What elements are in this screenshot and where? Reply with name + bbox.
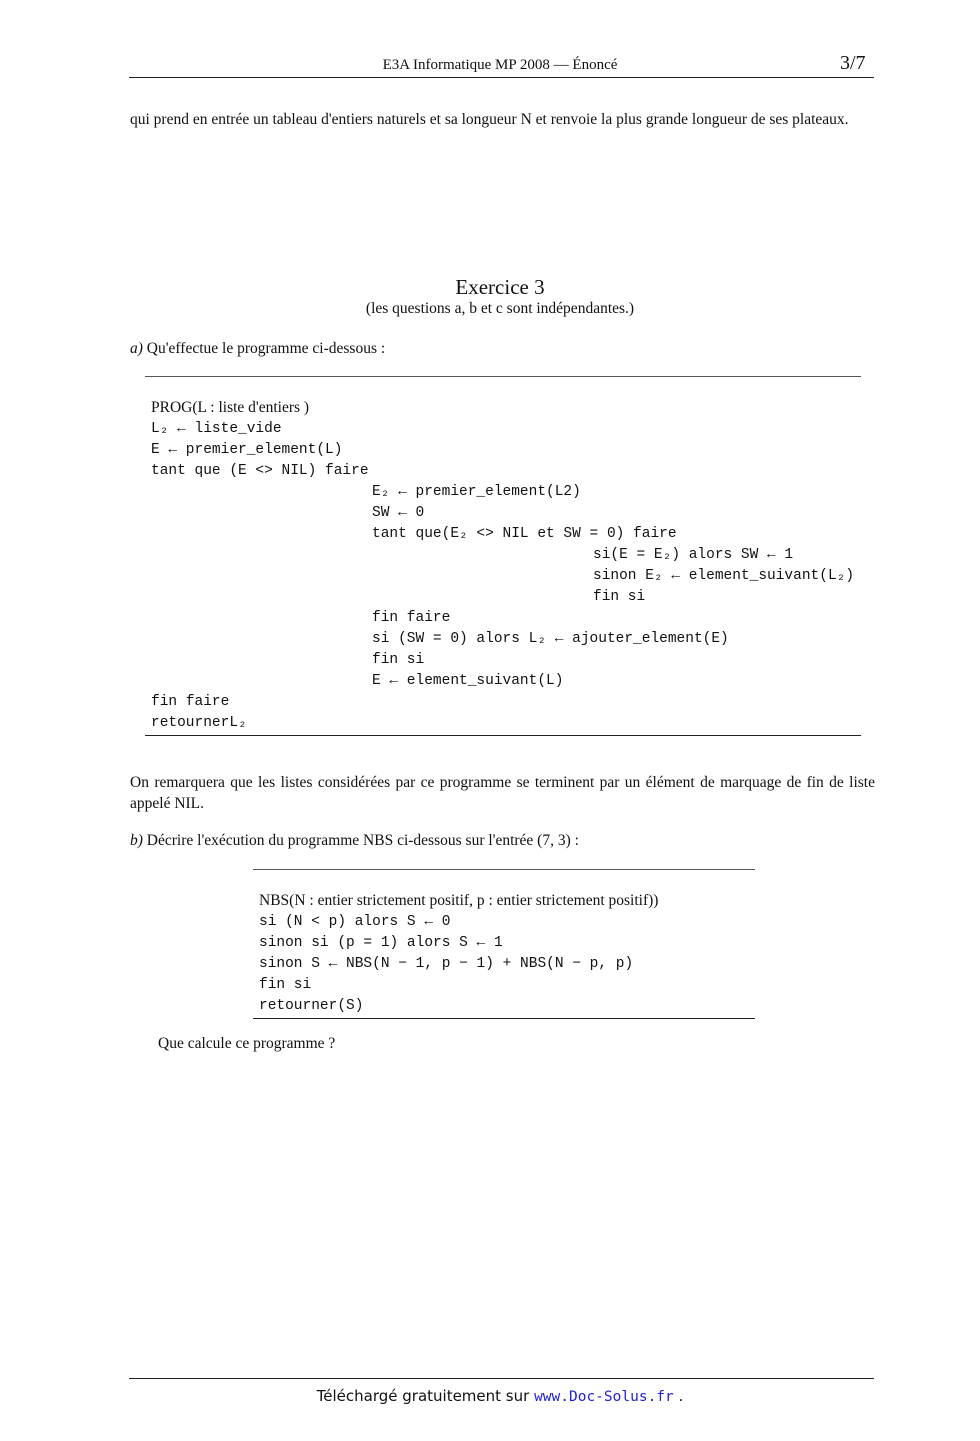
prog-line-8: si(E = E₂) alors SW ← 1	[593, 547, 794, 563]
intro-paragraph: qui prend en entrée un tableau d'entiers naturels et sa longueur N et renvoie la plus grande longueur de ses plateaux.	[130, 111, 849, 128]
prog-line-14: E ← element_suivant(L)	[372, 673, 564, 689]
nbs-line-4: sinon S ← NBS(N − 1, p − 1) + NBS(N − p, p)	[259, 956, 634, 972]
nbs-line-6: retourner(S)	[259, 998, 364, 1014]
question-a-text: Qu'effectue le programme ci-dessous :	[146, 340, 386, 357]
question-b	[130, 832, 579, 850]
prog-line-9: sinon E₂ ← element_suivant(L₂)	[593, 568, 855, 584]
exercise-subtitle: (les questions a, b et c sont indépendantes.)	[365, 300, 635, 317]
prog-line-1: PROG(L : liste d'entiers )	[151, 399, 310, 416]
prog-line-11: fin faire	[372, 610, 451, 626]
prog-bottom-rule	[145, 735, 861, 736]
prog-line-13: fin si	[372, 652, 425, 668]
prog-line-7: tant que(E₂ <> NIL et SW = 0) faire	[372, 526, 677, 542]
nbs-line-5: fin si	[259, 977, 312, 993]
footer-link[interactable]: www.Doc-Solus.fr	[534, 1389, 674, 1405]
prog-line-15: fin faire	[151, 694, 230, 710]
prog-line-4: tant que (E <> NIL) faire	[151, 463, 369, 479]
prog-line-16: retournerL₂	[151, 715, 247, 731]
header-rule	[129, 77, 874, 78]
nbs-top-rule	[253, 869, 755, 870]
page-number: 3/7	[840, 52, 866, 74]
footer-text: Téléchargé gratuitement sur	[316, 1387, 530, 1405]
nbs-line-2: si (N < p) alors S ← 0	[259, 914, 451, 930]
exercise-title: Exercice 3	[455, 275, 545, 299]
question-b-label: b)	[130, 832, 143, 849]
prog-line-12: si (SW = 0) alors L₂ ← ajouter_element(E)	[372, 631, 729, 647]
prog-line-3: E ← premier_element(L)	[151, 442, 343, 458]
nbs-bottom-rule	[253, 1018, 755, 1019]
running-header: E3A Informatique MP 2008 — Énoncé	[382, 57, 618, 73]
footer-end: .	[678, 1387, 684, 1405]
prog-top-rule	[145, 376, 861, 377]
question-b-followup: Que calcule ce programme ?	[158, 1035, 336, 1052]
prog-line-10: fin si	[593, 589, 646, 605]
footer-rule	[129, 1378, 874, 1379]
question-a	[130, 340, 385, 358]
question-a-label: a)	[130, 340, 143, 357]
prog-line-5: E₂ ← premier_element(L2)	[372, 484, 581, 500]
nbs-line-1: NBS(N : entier strictement positif, p : entier strictement positif))	[259, 892, 659, 909]
question-b-text: Décrire l'exécution du programme NBS ci-dessous sur l'entrée (7, 3) :	[146, 832, 579, 849]
remark-paragraph: On remarquera que les listes considérées par ce programme se terminent par un élément de marquage de fin de liste appelé NIL.	[130, 774, 875, 812]
nbs-line-3: sinon si (p = 1) alors S ← 1	[259, 935, 503, 951]
prog-line-2: L₂ ← liste_vide	[151, 421, 282, 437]
footer	[0, 1387, 980, 1405]
prog-line-6: SW ← 0	[372, 505, 425, 521]
